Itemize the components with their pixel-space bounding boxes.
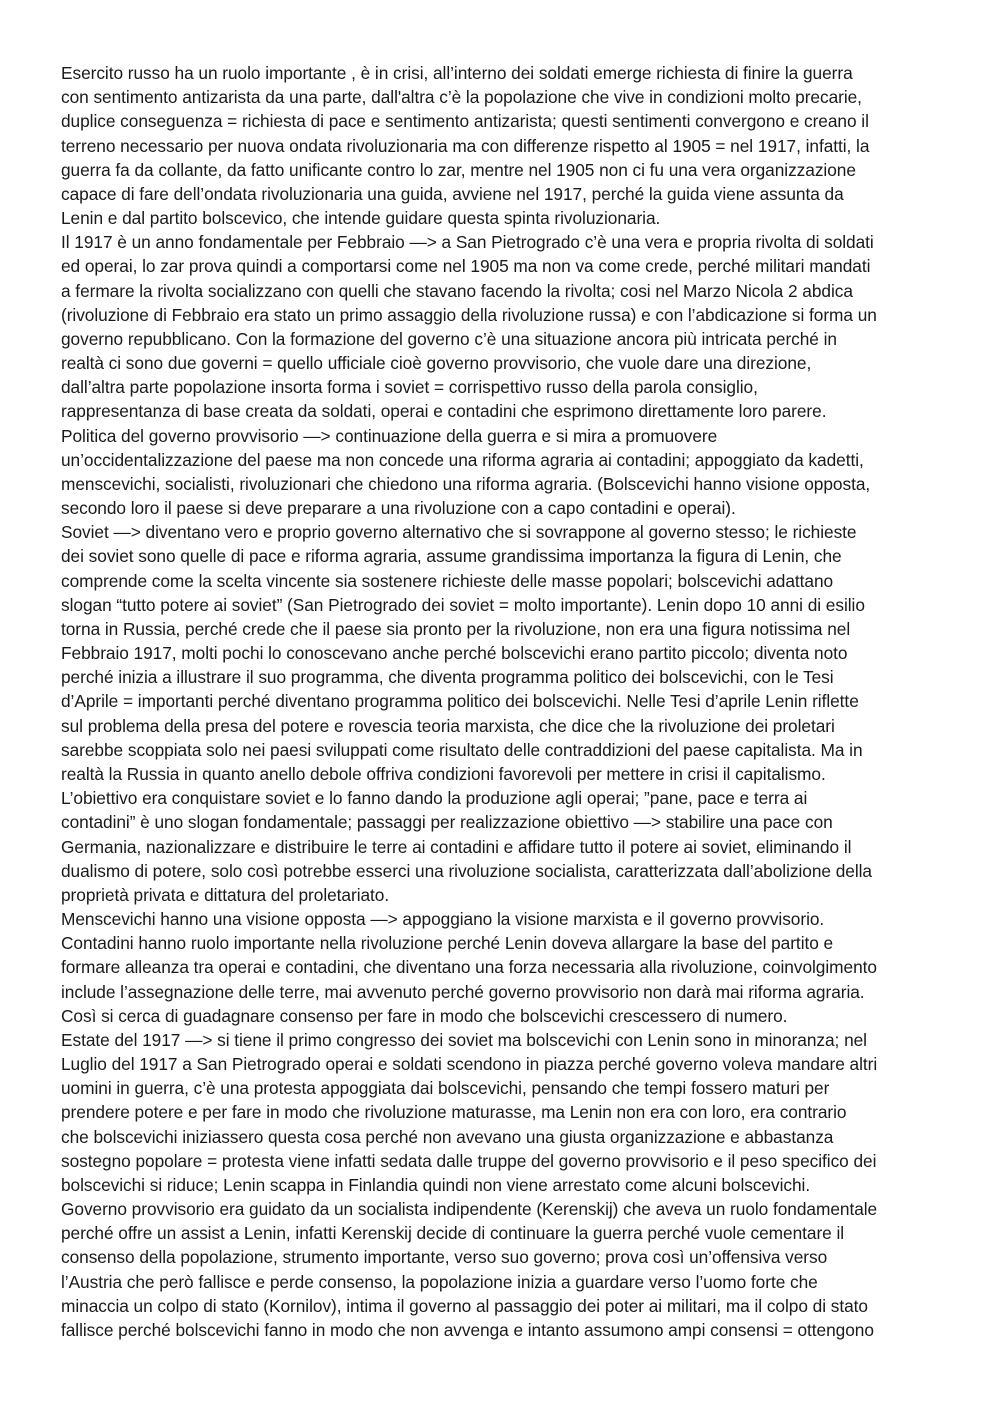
text-line: secondo loro il paese si deve preparare a una rivoluzione con a capo contadini e operai). [61,498,736,519]
text-line: (rivoluzione di Febbraio era stato un primo assaggio della rivoluzione russa) e con l’abdicazione si forma un [61,304,877,325]
text-line: uomini in guerra, c’è una protesta appoggiata dai bolscevichi, pensando che tempi fossero maturi per [61,1078,830,1099]
text-line: che bolscevichi iniziassero questa cosa perché non avevano una giusta organizzazione e abbastanza [61,1126,834,1147]
text-line: Contadini hanno ruolo importante nella rivoluzione perché Lenin doveva allargare la base del partito e [61,933,834,954]
text-line: fallisce perché bolscevichi fanno in modo che non avvenga e intanto assumono ampi consensi = ottengono [61,1319,874,1340]
text-line: con sentimento antizarista da una parte, dall'altra c’è la popolazione che vive in condizioni molto precarie, [61,87,862,108]
text-line: include l’assegnazione delle terre, mai avvenuto perché governo provvisorio non darà mai riforma agraria. [61,981,865,1002]
text-line: Governo provvisorio era guidato da un socialista indipendente (Kerenskij) che aveva un ruolo fondamentale [61,1199,878,1220]
text-line: rappresentanza di base creata da soldati, operai e contadini che esprimono direttamente loro parere. [61,401,827,422]
text-line: un’occidentalizzazione del paese ma non concede una riforma agraria ai contadini; appoggiato da kadetti, [61,449,864,470]
text-line: minaccia un colpo di stato (Kornilov), intima il governo al passaggio dei poter ai militari, ma il colpo di stato [61,1295,868,1316]
text-line: Lenin e dal partito bolscevico, che intende guidare questa spinta rivoluzionaria. [61,208,661,229]
text-line: ed operai, lo zar prova quindi a comportarsi come nel 1905 ma non va come crede, perché militari mandati [61,256,871,277]
text-line: d’Aprile = importanti perché diventano programma politico dei bolscevichi. Nelle Tesi d’aprile Lenin riflette [61,691,859,712]
text-line: perché offre un assist a Lenin, infatti Kerenskij decide di continuare la guerra perché vuole cementare il [61,1223,845,1244]
text-line: sul problema della presa del potere e rovescia teoria marxista, che dice che la rivoluzione dei proletari [61,715,835,736]
text-line: Germania, nazionalizzare e distribuire le terre ai contadini e affidare tutto il potere ai soviet, eliminando il [61,836,852,857]
document-page [61,61,945,1342]
text-line: Febbraio 1917, molti pochi lo conoscevano anche perché bolscevichi erano partito piccolo; diventa noto [61,643,848,664]
text-line: comprende come la scelta vincente sia sostenere richieste delle masse popolari; bolscevichi adattano [61,570,834,591]
text-line: Soviet —> diventano vero e proprio governo alternativo che si sovrappone al governo stesso; le richieste [61,522,857,543]
text-line: duplice conseguenza = richiesta di pace e sentimento antizarista; questi sentimenti convergono e creano il [61,111,869,132]
text-line: realtà la Russia in quanto anello debole offriva condizioni favorevoli per mettere in crisi il capitalismo. [61,763,826,784]
text-line: Così si cerca di guadagnare consenso per fare in modo che bolscevichi crescessero di numero. [61,1005,788,1026]
text-line: realtà ci sono due governi = quello ufficiale cioè governo provvisorio, che vuole dare una direzione, [61,353,812,374]
text-line: slogan “tutto potere ai soviet” (San Pietrogrado dei soviet = molto importante). Lenin dopo 10 anni di esilio [61,594,865,615]
text-line: terreno necessario per nuova ondata rivoluzionaria ma con differenze rispetto al 1905 = nel 1917, infatti, la [61,135,870,156]
text-line: perché inizia a illustrare il suo programma, che diventa programma politico dei bolscevichi, con le Tesi [61,667,834,688]
text-line: Luglio del 1917 a San Pietrogrado operai e soldati scendono in piazza perché governo voleva mandare altri [61,1054,878,1075]
text-line: prendere potere e per fare in modo che rivoluzione maturasse, ma Lenin non era con loro, era contrario [61,1102,847,1123]
text-line: sarebbe scoppiata solo nei paesi sviluppati come risultato delle contraddizioni del paese capitalista. Ma in [61,739,863,760]
text-line: proprietà privata e dittatura del proletariato. [61,884,390,905]
text-line: bolscevichi si riduce; Lenin scappa in Finlandia quindi non viene arrestato come alcuni bolscevichi. [61,1174,811,1195]
text-line: dall’altra parte popolazione insorta forma i soviet = corrispettivo russo della parola consiglio, [61,377,758,398]
text-line: l’Austria che però fallisce e perde consenso, la popolazione inizia a guardare verso l’uomo forte che [61,1271,818,1292]
text-line: a fermare la rivolta socializzano con quelli che stavano facendo la rivolta; cosi nel Marzo Nicola 2 abdica [61,280,853,301]
text-line: capace di fare dell’ondata rivoluzionaria una guida, avviene nel 1917, perché la guida viene assunta da [61,183,844,204]
text-line: Il 1917 è un anno fondamentale per Febbraio —> a San Pietrogrado c’è una vera e propria rivolta di soldati [61,232,874,253]
text-line: L’obiettivo era conquistare soviet e lo fanno dando la produzione agli operai; ”pane, pace e terra ai [61,788,808,809]
text-line: governo repubblicano. Con la formazione del governo c’è una situazione ancora più intricata perché in [61,328,837,349]
text-line: consenso della popolazione, strumento importante, verso suo governo; prova così un’offensiva verso [61,1247,828,1268]
text-line: Estate del 1917 —> si tiene il primo congresso dei soviet ma bolscevichi con Lenin sono in minoranza; nel [61,1029,867,1050]
text-line: Menscevichi hanno una visione opposta —> appoggiano la visione marxista e il governo provvisorio. [61,909,825,930]
text-line: dei soviet sono quelle di pace e riforma agraria, assume grandissima importanza la figura di Lenin, che [61,546,842,567]
text-line: menscevichi, socialisti, rivoluzionari che chiedono una riforma agraria. (Bolscevichi hanno visione opposta, [61,473,871,494]
text-line: formare alleanza tra operai e contadini, che diventano una forza necessaria alla rivoluzione, coinvolgimento [61,957,877,978]
text-line: dualismo di potere, solo così potrebbe esserci una rivoluzione socialista, caratterizzata dall’abolizione della [61,860,872,881]
text-line: Esercito russo ha un ruolo importante , è in crisi, all’interno dei soldati emerge richiesta di finire la guerra [61,63,853,83]
text-line: guerra fa da collante, da fatto unificante contro lo zar, mentre nel 1905 non ci fu una vera organizzazione [61,159,856,180]
text-line: sostegno popolare = protesta viene infatti sedata dalle truppe del governo provvisorio e il peso specifico dei [61,1150,877,1171]
text-line: torna in Russia, perché crede che il paese sia pronto per la rivoluzione, non era una figura notissima nel [61,618,851,639]
text-line: Politica del governo provvisorio —> continuazione della guerra e si mira a promuovere [61,425,718,446]
text-line: contadini” è uno slogan fondamentale; passaggi per realizzazione obiettivo —> stabilire una pace con [61,812,833,833]
